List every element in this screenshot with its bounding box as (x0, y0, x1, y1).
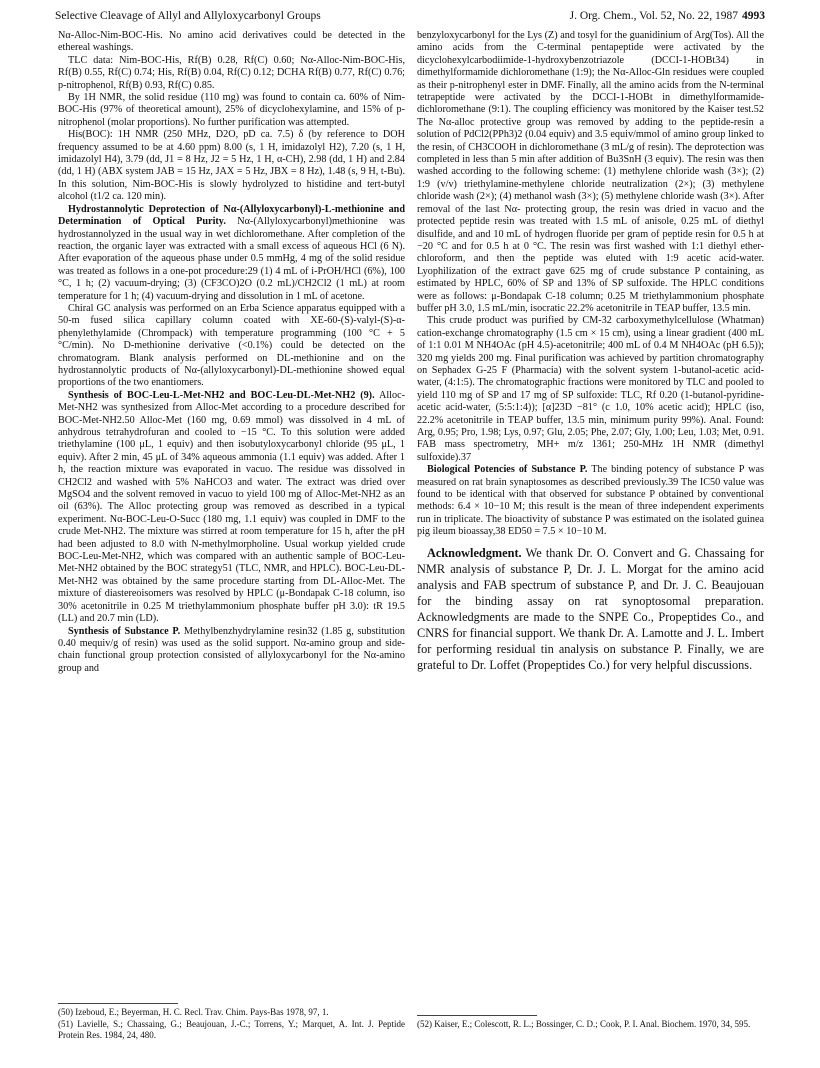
footnotes-right (417, 1015, 764, 1031)
section-heading: Biological Potencies of Substance P. (427, 464, 588, 476)
acknowledgment-text: We thank Dr. O. Convert and G. Chassaing for NMR analysis of substance P, Dr. J. L. Morgat for the amino acid analysis and FAB spectrum of substance P, and Dr. J. C. Beaujouan for the binding assay on rat synoptosomal preparation. Acknowledgments are made to the SNPE Co., Propeptides Co., and CNRS for financial support. We thank Dr. A. Lamotte and J. L. Imbert for performing residual tin analysis on substance P. Finally, we are grateful to Dr. Loffet (Propeptides Co.) for very helpful discussions. (417, 545, 764, 672)
journal-name: J. Org. Chem., Vol. 52, No. 22, 1987 (569, 10, 738, 22)
paragraph: This crude product was purified by CM-32 carboxymethylcellulose (Whatman) cation-exchange chromatography (1.5 cm × 15 cm), using a linear gradient (400 mL of 1:1 0.01 M NH4OAc (pH 4.5)-acetonitrile; 400 mL of 0.4 M NH4OAc (pH 6.5)); 320 mg yields 200 mg. Final purification was achieved by partition chromatography on Sephadex G-25 F (Pharmacia) with the solvent system 1-butanol-acetic acid-water, (4:1:5). The chromatographic fractions were monitored by TLC and pooled to yield 110 mg of SP and 17 mg of SP sulfoxide: TLC, Rf 0.20 (1-butanol-pyridine-acetic acid-water, (5:5:1:4)); [α]23D −81° (c 1.0, 10% acetic acid); HPLC (iso, 22.2% acetonitrile in TEAP buffer, 13.5 min, minimum purity 99%). Anal. Found: Arg, 0.95; Pro, 1.98; Lys, 0.97; Glu, 2.05; Phe, 2.07; Gly, 1.00; Leu, 1.03; Met, 0.91. FAB mass spectrometry, MH+ m/z 1361; 250-MHz 1H NMR (dimethyl sulfoxide).37 (417, 315, 764, 463)
footnote: (52) Kaiser, E.; Colescott, R. L.; Bossinger, C. D.; Cook, P. I. Anal. Biochem. 1970, 34, 595. (417, 1019, 751, 1029)
paragraph: His(BOC): 1H NMR (250 MHz, D2O, pD ca. 7.5) δ (by reference to DOH frequency assumed to be at 4.60 ppm) 8.00 (s, 1 H, imidazolyl H2), 7.20 (s, 1 H, imidazolyl H4), 3.79 (dd, J1 = 8 Hz, J2 = 5 Hz, 1 H, α-CH), 2.98 (dd, 1 H) and 2.84 (dd, 1 H) (ABX system JAB = 15 Hz, JAX = 5 Hz, JBX = 8 Hz), 1.48 (s, 9 H, t-Bu). In this solution, Nim-BOC-His is slowly hydrolyzed to histidine and tert-butyl alcohol (t1/2 ca. 120 min). (58, 129, 405, 203)
left-column (58, 30, 405, 675)
journal-citation (570, 10, 765, 22)
section-paragraph (58, 390, 405, 626)
paragraph-text: Alloc-Met-NH2 was synthesized from Alloc-Met according to a procedure described for BOC-Met-NH2.50 Alloc-Met (160 mg, 0.69 mmol) was dissolved in 4 mL of anhydrous tetrahydrofuran and cooled to −15 °C. To this solution were added triethylamine (100 μL, 1 equiv) and then isobutyloxycarbonyl chloride (95 μL, 1 equiv). After 2 min, 45 μL of 34% aqueous ammonia (1.1 equiv) was added. After 1 h, the reaction mixture was evaporated in vacuo. The residue was dissolved in CH2Cl2 and washed with 5% NaHCO3 and water. The extract was dried over MgSO4 and the solvent removed in vacuo to yield 100 mg of Alloc-Met-NH2 as an oil (63%). The Alloc protecting group was removed as described in a typical experiment. Nα-BOC-Leu-O-Succ (180 mg, 1.1 equiv) was coupled in DMF to the crude Met-NH2. The mixture was stirred at room temperature for 15 h, after the pH had been adjusted to 8.0 with N-methylmorpholine. Usual workup yielded crude BOC-Leu-Met-NH2, which was compared with an authentic sample of BOC-Leu-Met-NH2 obtained by the BOC strategy51 (TLC, NMR, and HPLC). BOC-Leu-DL-Met-NH2 was obtained by the same procedure starting from DL-Alloc-Met. The mixture of diastereoisomers was resolved by HPLC (μ-Bondapak C-18 column, iso 30% acetonitrile in 0.25 M triethylammonium phosphate buffer pH 3.0): tR 19.5 (LL) and 20.7 min (LD). (58, 389, 405, 625)
paragraph-text: Nα-(Allyloxycarbonyl)methionine was hydrostannolyzed in the usual way in wet dichloromethane. After completion of the reaction, the organic layer was extracted with a small excess of aqueous HCl (6 N). After evaporation of the aqueous phase under 0.5 mmHg, 4 mg of the solid residue was treated as follows in a one-pot procedure:29 (1) 4 mL of i-PrOH/HCl (6%), 100 °C, 1 h; (2) vacuum-drying; (3) (CF3CO)2O (0.2 mL)/CH2Cl2 (1 mL) at room temperature for 1 h; (4) vacuum-drying and dissolution in 1 mL of acetone. (58, 216, 405, 302)
running-title: Selective Cleavage of Allyl and Allyloxycarbonyl Groups (55, 10, 321, 22)
acknowledgment (417, 545, 764, 673)
acknowledgment-heading: Acknowledgment. (427, 545, 522, 560)
section-paragraph (417, 464, 764, 538)
footnote: (51) Lavielle, S.; Chassaing, G.; Beaujouan, J.-C.; Torrens, Y.; Marquet, A. Int. J. Peptide Protein Res. 1984, 24, 480. (58, 1019, 405, 1040)
page-number: 4993 (742, 10, 765, 22)
section-paragraph (58, 626, 405, 676)
section-paragraph (58, 204, 405, 303)
footnote: (50) Izeboud, E.; Beyerman, H. C. Recl. Trav. Chim. Pays-Bas 1978, 97, 1. (58, 1007, 329, 1017)
paragraph: benzyloxycarbonyl for the Lys (Z) and tosyl for the guanidinium of Arg(Tos). All the amino acids from the C-terminal pentapeptide were activated by the dicyclohexylcarbodiimide-1-hydroxybenzotriazole (DCCI-1-HOBt34) in dimethylformamide dichloromethane (1:9); the Nα-Alloc-Gln residues were coupled as their p-nitrophenyl ester in DMF. Finally, all the amino acids from the N-terminal tetrapeptide were activated by the DCCI-1-HOBt in dimethylformamide-dichloromethane (9:1). The coupling efficiency was monitored by the Kaiser test.52 The Nα-alloc protective group was removed by adding to the peptide-resin a solution of PdCl2(PPh3)2 (0.04 equiv) and 3.5 equiv/mmol of amino group linked to the resin, of CH3COOH in dichloromethane (3 mL/g of resin). The deprotection was completed in less than 5 min after addition of Bu3SnH (3 equiv). The resin was then washed according to the following scheme: (1) methylene chloride wash (3×); (2) 1:9 (v/v) triethylamine-methylene chloride neutralization (2×); (3) methylene chloride wash (2×); (4) methanol wash (3×); (5) methylene chloride wash (3×). After removal of the last Nα- protecting group, the resin was dried in vacuo and the protected peptide resin was treated with 1.5 mL of anisole, 0.25 mL of diethyl disulfide, and and 10 mL of hydrogen fluoride per gram of peptide resin for 0.5 h at −20 °C and for 0.5 h at 0 °C. The resin was first washed with 1:1 diethyl ether-chloroform, and then the peptide was eluted with 1:9 acetic acid-water. Lyophilization of the extract gave 625 mg of crude substance P containing, as estimated by HPLC, 60% of SP and 13% of SP sulfoxide. The HPLC conditions were as follows: μ-Bondapak C-18 column; 0.25 M triethylammonium phosphate buffer pH 3.0, 1.5 mL/min, isocratic 22.2% acetonitrile in TEAP buffer, 13.5 min. (417, 30, 764, 314)
paragraph: TLC data: Nim-BOC-His, Rf(B) 0.28, Rf(C) 0.60; Nα-Alloc-Nim-BOC-His, Rf(B) 0.55, Rf(C) 0.74; His, Rf(B) 0.04, Rf(C) 0.12; DCHA Rf(B) 0.77, Rf(C) 0.76; p-nitrophenol, Rf(B) 0.93, Rf(C) 0.85. (58, 54, 405, 91)
footnote-rule (417, 1015, 537, 1016)
paragraph-text: Methylbenzhydrylamine resin32 (1.85 g, substitution 0.40 mequiv/g of resin) was used as the solid support. Nα-amino group and side-chain functional group protection consisted of allyloxycarbonyl for the Nα-amino group and (58, 625, 405, 674)
paragraph: Nα-Alloc-Nim-BOC-His. No amino acid derivatives could be detected in the ethereal washings. (58, 30, 405, 54)
paragraph: Chiral GC analysis was performed on an Erba Science apparatus equipped with a 50-m fused silica capillary column coated with XE-60-(S)-valyl-(S)-α-phenylethylamide (Chrompack) with temperature programming (100 °C + 5 °C/min). No D-methionine derivative (<0.1%) could be detected on the chromatogram. Blank analysis performed on DL-methionine and on the hydrostannolytic products of Nα-(allyloxycarbonyl)-DL-methionine showed equal proportions of the two enantiomers. (58, 302, 405, 389)
footnote-rule (58, 1003, 178, 1004)
section-heading: Hydrostannolytic Deprotection of Nα-(Allyloxycarbonyl)-L-methionine and Determination of Optical Purity. (58, 203, 405, 228)
section-heading: Synthesis of BOC-Leu-L-Met-NH2 and BOC-Leu-DL-Met-NH2 (9). (68, 389, 375, 401)
right-column (417, 30, 764, 673)
paragraph-text: The binding potency of substance P was measured on rat brain synaptosomes as described previously.39 The IC50 value was found to be identical with that observed for substance P obtained by conventional methods: 6.4 × 10−10 M; this result is the mean of three independent experiments run in triplicate. The bioactivity of substance P was estimated on the isolated guinea pig ileum bioassay,38 ED50 = 7.5 × 10−10 M. (417, 464, 764, 538)
paragraph: By 1H NMR, the solid residue (110 mg) was found to contain ca. 60% of Nim-BOC-His (97% of theoretical amount), 25% of dicyclohexylamine, and 15% of p-nitrophenol (molar proportions). No further purification was attempted. (58, 92, 405, 128)
section-heading: Synthesis of Substance P. (68, 625, 181, 637)
running-header (55, 10, 765, 26)
footnotes-left (58, 1003, 405, 1042)
